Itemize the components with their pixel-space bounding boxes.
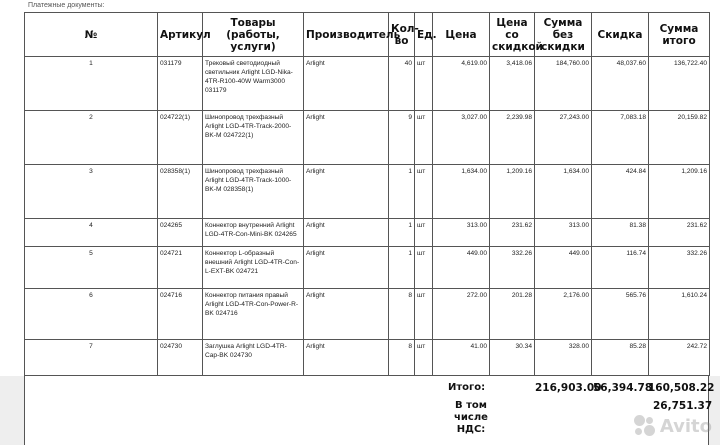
cell-unit: шт [415,57,433,111]
cell-num: 6 [25,289,158,340]
col-goods: Товары (работы, услуги) [203,13,304,57]
cell-price-disc: 2,239.98 [490,111,535,165]
cell-qty: 1 [389,247,415,289]
table-row [25,219,710,247]
vat-label: В том числе НДС: [454,400,488,435]
cell-article: 024721 [158,247,203,289]
cell-num: 7 [25,340,158,376]
cell-price: 449.00 [433,247,490,289]
cell-maker: Arlight [304,219,389,247]
cell-sum-no-disc: 1,634.00 [535,165,592,219]
cell-price-disc: 332.26 [490,247,535,289]
itogo-total: 160,508.22 [648,382,715,394]
table-row [25,247,710,289]
cell-price: 41.00 [433,340,490,376]
cell-price-disc: 30.34 [490,340,535,376]
col-num: № [25,13,158,57]
cell-qty: 1 [389,219,415,247]
cell-discount: 85.28 [592,340,649,376]
avito-wordmark: Avito [659,415,712,437]
cell-total: 136,722.40 [649,57,710,111]
cell-article: 024265 [158,219,203,247]
cell-sum-no-disc: 449.00 [535,247,592,289]
cell-discount: 116.74 [592,247,649,289]
cell-num: 3 [25,165,158,219]
cell-maker: Arlight [304,111,389,165]
cell-price-disc: 201.28 [490,289,535,340]
col-discount: Скидка [592,13,649,57]
cell-discount: 565.76 [592,289,649,340]
avito-watermark [634,415,712,437]
cell-article: 024722(1) [158,111,203,165]
cell-num: 5 [25,247,158,289]
cell-num: 4 [25,219,158,247]
cell-goods: Заглушка Arlight LGD-4TR-Cap-BK 024730 [203,340,304,376]
cell-price: 3,027.00 [433,111,490,165]
cell-maker: Arlight [304,57,389,111]
cell-sum-no-disc: 328.00 [535,340,592,376]
table-row [25,289,710,340]
cell-discount: 81.38 [592,219,649,247]
itogo-label: Итого: [448,382,486,393]
cell-qty: 8 [389,340,415,376]
cell-article: 024730 [158,340,203,376]
col-price-disc: Цена со скидкой [490,13,535,57]
cell-price: 272.00 [433,289,490,340]
cell-goods: Шинопровод трехфазный Arlight LGD-4TR-Track-2000-BK-M 024722(1) [203,111,304,165]
cell-unit: шт [415,289,433,340]
cell-unit: шт [415,165,433,219]
cell-total: 1,209.16 [649,165,710,219]
cell-article: 028358(1) [158,165,203,219]
cell-sum-no-disc: 313.00 [535,219,592,247]
items-table [24,12,710,376]
col-total: Сумма итого [649,13,710,57]
cell-goods: Шинопровод трехфазный Arlight LGD-4TR-Track-1000-BK-M 028358(1) [203,165,304,219]
itogo-sum-no-disc: 216,903.00 [535,382,602,394]
cell-article: 024716 [158,289,203,340]
col-sum-no-disc: Сумма без скидки [535,13,592,57]
cell-total: 1,610.24 [649,289,710,340]
cell-article: 031179 [158,57,203,111]
vat-value: 26,751.37 [653,400,713,412]
cell-maker: Arlight [304,247,389,289]
cell-sum-no-disc: 27,243.00 [535,111,592,165]
cell-qty: 8 [389,289,415,340]
cell-total: 20,159.82 [649,111,710,165]
col-unit: Ед. [415,13,433,57]
cell-discount: 7,083.18 [592,111,649,165]
col-article: Артикул [158,13,203,57]
cell-price: 313.00 [433,219,490,247]
cell-total: 231.62 [649,219,710,247]
avito-logo-icon [634,415,656,437]
cell-goods: Коннектор питания правый Arlight LGD-4TR-Con-Power-R-BK 024716 [203,289,304,340]
cell-total: 242.72 [649,340,710,376]
cell-total: 332.26 [649,247,710,289]
cell-price-disc: 3,418.06 [490,57,535,111]
cell-goods: Трековый светодиодный светильник Arlight LGD-Nika-4TR-R100-40W Warm3000 031179 [203,57,304,111]
cell-maker: Arlight [304,165,389,219]
cell-sum-no-disc: 2,176.00 [535,289,592,340]
cell-num: 1 [25,57,158,111]
cell-price-disc: 231.62 [490,219,535,247]
cell-qty: 1 [389,165,415,219]
cell-unit: шт [415,111,433,165]
col-qty: Кол-во [389,13,415,57]
caption: Платежные документы: [28,2,105,9]
cell-maker: Arlight [304,289,389,340]
col-maker: Производитель [304,13,389,57]
cell-unit: шт [415,219,433,247]
cell-sum-no-disc: 184,760.00 [535,57,592,111]
cell-price-disc: 1,209.16 [490,165,535,219]
cell-price: 4,619.00 [433,57,490,111]
cell-qty: 9 [389,111,415,165]
table-row [25,340,710,376]
col-price: Цена [433,13,490,57]
table-row [25,57,710,111]
cell-maker: Arlight [304,340,389,376]
itogo-discount: 56,394.78 [593,382,653,394]
cell-qty: 40 [389,57,415,111]
cell-num: 2 [25,111,158,165]
cell-discount: 424.84 [592,165,649,219]
table-row [25,111,710,165]
cell-discount: 48,037.60 [592,57,649,111]
table-header [25,13,710,57]
totals-block [24,376,715,445]
table-row [25,165,710,219]
cell-price: 1,634.00 [433,165,490,219]
cell-unit: шт [415,340,433,376]
cell-goods: Коннектор L-образный внешний Arlight LGD-4TR-Con-L-EXT-BK 024721 [203,247,304,289]
cell-unit: шт [415,247,433,289]
cell-goods: Коннектор внутренний Arlight LGD-4TR-Con-Mini-BK 024265 [203,219,304,247]
